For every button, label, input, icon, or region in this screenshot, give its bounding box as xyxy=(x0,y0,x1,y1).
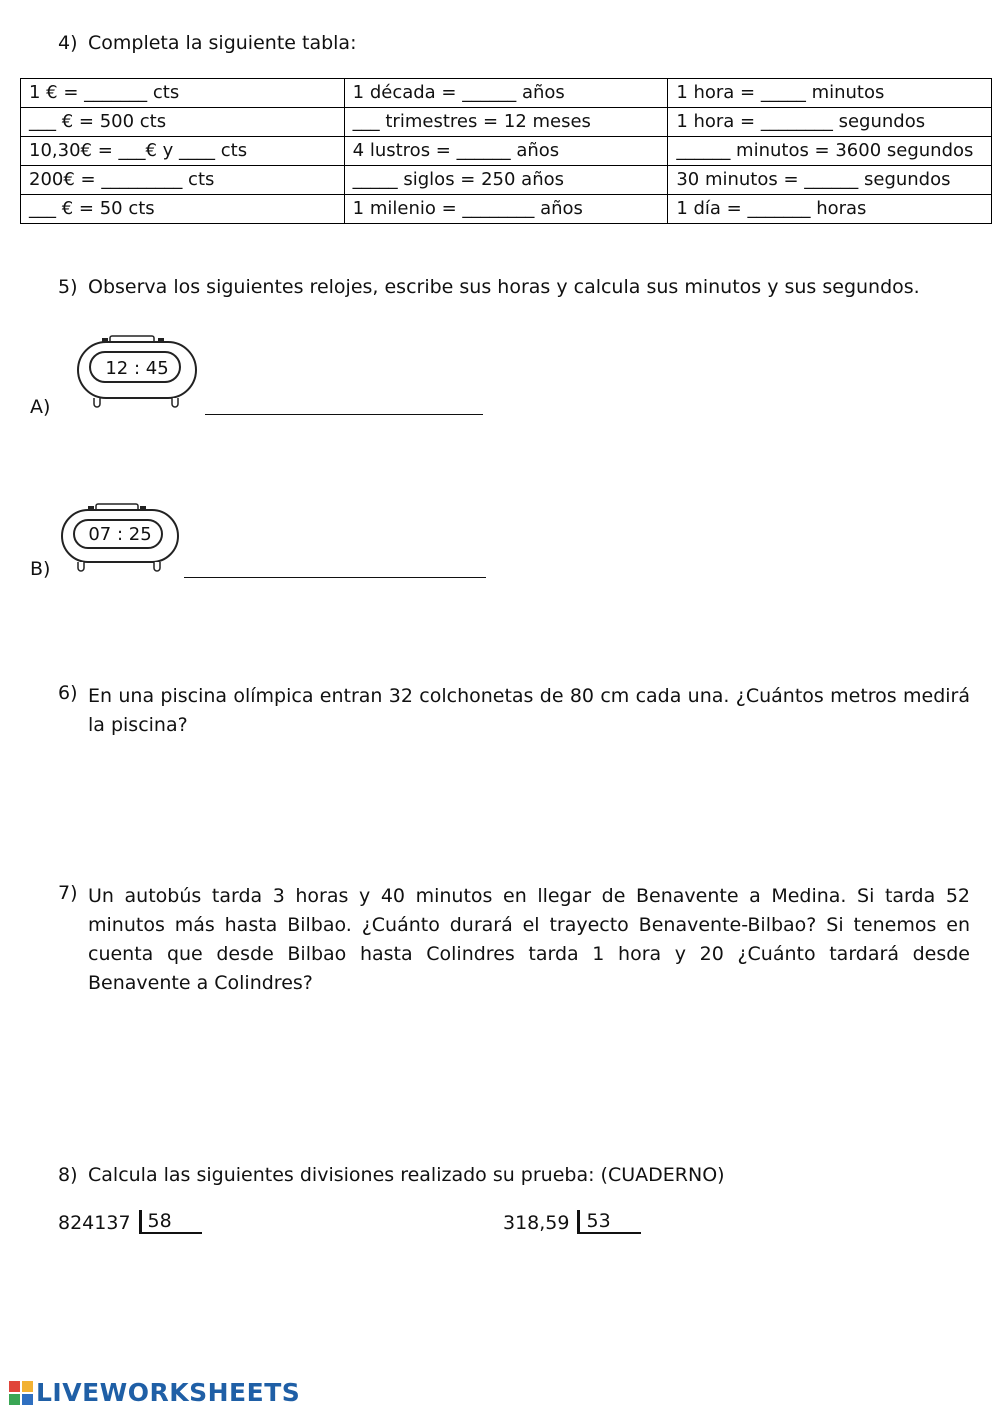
table-cell: 30 minutos = ______ segundos xyxy=(668,166,992,195)
table-cell: 1 hora = _____ minutos xyxy=(668,79,992,108)
division-2 xyxy=(503,1210,641,1234)
table-cell: 4 lustros = ______ años xyxy=(344,137,668,166)
question-text: En una piscina olímpica entran 32 colchonetas de 80 cm cada una. ¿Cuántos metros medirá la piscina? xyxy=(88,685,970,736)
answer-line-a[interactable] xyxy=(205,414,483,415)
question-4-header xyxy=(58,32,958,54)
question-text: Calcula las siguientes divisiones realizado su prueba: (CUADERNO) xyxy=(88,1164,725,1186)
table-cell: ______ minutos = 3600 segundos xyxy=(668,137,992,166)
clock-b-label: B) xyxy=(30,558,51,580)
dividend: 824137 xyxy=(58,1212,131,1234)
question-6 xyxy=(58,682,970,740)
question-number: 4) xyxy=(58,32,78,54)
table-cell: 1 € = _______ cts xyxy=(21,79,345,108)
divisor: 53 xyxy=(577,1210,640,1234)
table-cell: ___ € = 500 cts xyxy=(21,108,345,137)
table-row xyxy=(21,166,992,195)
clock-a-label: A) xyxy=(30,396,51,418)
question-7 xyxy=(58,882,970,998)
question-text: Un autobús tarda 3 horas y 40 minutos en llegar de Benavente a Medina. Si tarda 52 minutos más hasta Bilbao. ¿Cuánto durará el trayecto Benavente-Bilbao? Si tenemos en cuenta que desde Bilbao hasta Colindres tarda 1 hora y 20 ¿Cuánto tardará desde Benavente a Colindres? xyxy=(88,885,970,994)
table-cell: 1 hora = ________ segundos xyxy=(668,108,992,137)
table-cell: 10,30€ = ___€ y ____ cts xyxy=(21,137,345,166)
dividend: 318,59 xyxy=(503,1212,570,1234)
table-cell: 1 década = ______ años xyxy=(344,79,668,108)
liveworksheets-logo xyxy=(8,1378,300,1407)
answer-line-b[interactable] xyxy=(184,577,486,578)
question-number: 7) xyxy=(58,882,78,904)
divisor: 58 xyxy=(139,1210,202,1234)
question-text: Completa la siguiente tabla: xyxy=(88,32,357,54)
table-row xyxy=(21,195,992,224)
question-number: 6) xyxy=(58,682,78,704)
table-row xyxy=(21,79,992,108)
question-number: 8) xyxy=(58,1164,78,1186)
brand-text: LIVEWORKSHEETS xyxy=(36,1378,301,1407)
table-cell: _____ siglos = 250 años xyxy=(344,166,668,195)
table-cell: ___ € = 50 cts xyxy=(21,195,345,224)
table-cell: 1 día = _______ horas xyxy=(668,195,992,224)
table-cell: 1 milenio = ________ años xyxy=(344,195,668,224)
clock-a-display: 12 : 45 xyxy=(105,358,169,379)
question-8-header xyxy=(58,1164,970,1186)
question-5-header xyxy=(58,276,978,298)
table-row xyxy=(21,108,992,137)
table-cell: ___ trimestres = 12 meses xyxy=(344,108,668,137)
question-number: 5) xyxy=(58,276,78,298)
question-text: Observa los siguientes relojes, escribe sus horas y calcula sus minutos y sus segundos. xyxy=(88,276,920,298)
clock-b-display: 07 : 25 xyxy=(88,524,152,545)
table-cell: 200€ = _________ cts xyxy=(21,166,345,195)
conversion-table xyxy=(20,78,992,224)
logo-icon xyxy=(8,1380,34,1406)
division-1 xyxy=(58,1210,202,1234)
table-row xyxy=(21,137,992,166)
